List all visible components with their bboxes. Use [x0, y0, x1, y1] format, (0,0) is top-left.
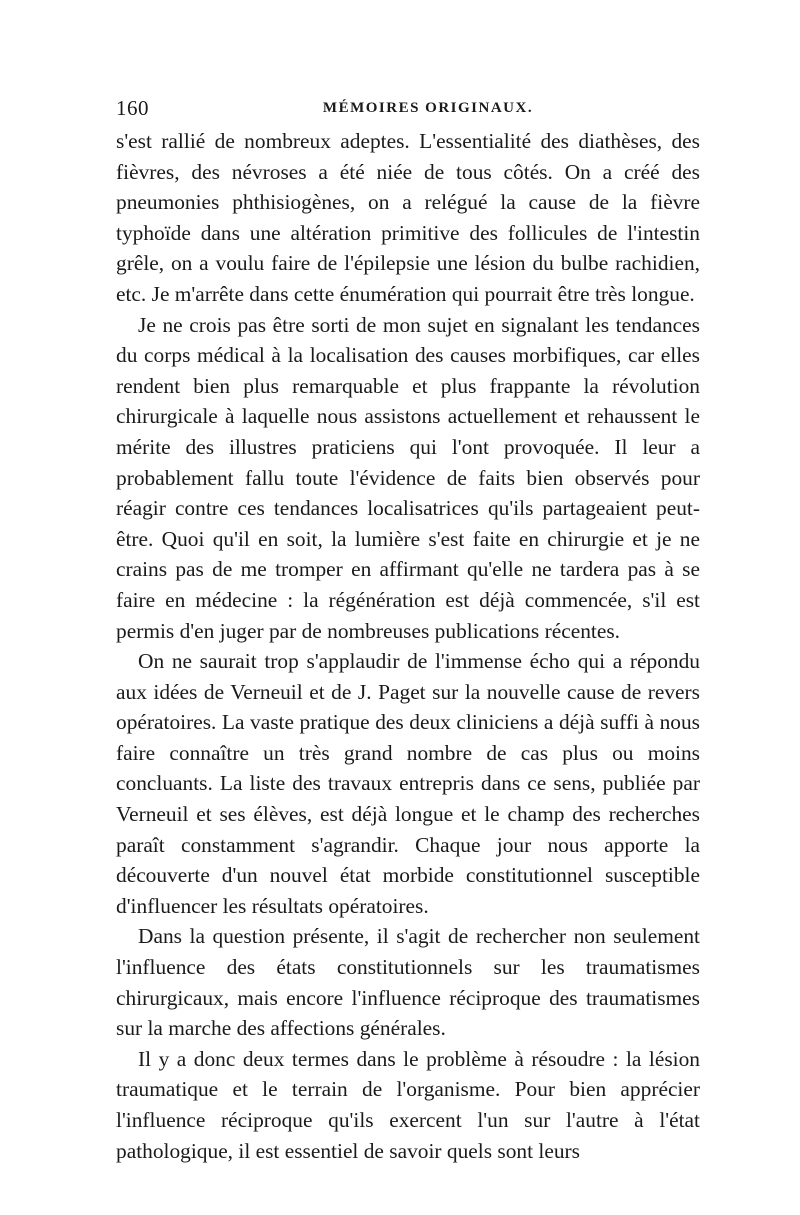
page-header: [116, 96, 700, 124]
running-head: MÉMOIRES ORIGINAUX.: [322, 100, 534, 116]
paragraph: Il y a donc deux termes dans le problème à résoudre : la lésion traumatique et le terrain de l'organisme. Pour bien apprécier l'influence réciproque qu'ils exercent l'un sur l'autre à l'état pathologique, il est essentiel de savoir quels sont leurs: [116, 1046, 700, 1163]
paragraph-continued: s'est rallié de nombreux adeptes. L'essentialité des diathèses, des fièvres, des névroses a été niée de tous côtés. On a créé des pneumonies phthisiogènes, on a relégué la cause de la fièvre typhoïde dans une altération primitive des follicules de l'intestin grêle, on a voulu faire de l'épilepsie une lésion du bulbe rachidien, etc. Je m'arrête dans cette énumération qui pourrait être très longue.: [116, 129, 700, 306]
paragraph: Dans la question présente, il s'agit de rechercher non seulement l'influence des états constitutionnels sur les traumatismes chirurgicaux, mais encore l'influence réciproque des traumatismes sur la marche des affections générales.: [116, 924, 700, 1041]
paragraph: Je ne crois pas être sorti de mon sujet en signalant les tendances du corps médical à la localisation des causes morbifiques, car elles rendent bien plus remarquable et plus frappante la révolution chirurgicale à laquelle nous assistons actuellement et rehaussent le mérite des illustres praticiens qui l'ont provoquée. Il leur a probablement fallu toute l'évidence de faits bien observés pour réagir contre ces tendances localisatrices qu'ils partageaient peut-être. Quoi qu'il en soit, la lumière s'est faite en chirurgie et je ne crains pas de me tromper en affirmant qu'elle ne tardera pas à se faire en médecine : la régénération est déjà commencée, s'il est permis d'en juger par de nombreuses publications récentes.: [116, 312, 700, 643]
body-text: [116, 126, 700, 1166]
paragraph: On ne saurait trop s'applaudir de l'immense écho qui a répondu aux idées de Verneuil et de J. Paget sur la nouvelle cause de revers opératoires. La vaste pratique des deux cliniciens a déjà suffi à nous faire connaître un très grand nombre de cas plus ou moins concluants. La liste des travaux entrepris dans ce sens, publiée par Verneuil et ses élèves, est déjà longue et le champ des recherches paraît constamment s'agrandir. Chaque jour nous apporte la découverte d'un nouvel état morbide constitutionnel susceptible d'influencer les résultats opératoires.: [116, 649, 700, 918]
page-number: 160: [116, 96, 149, 120]
